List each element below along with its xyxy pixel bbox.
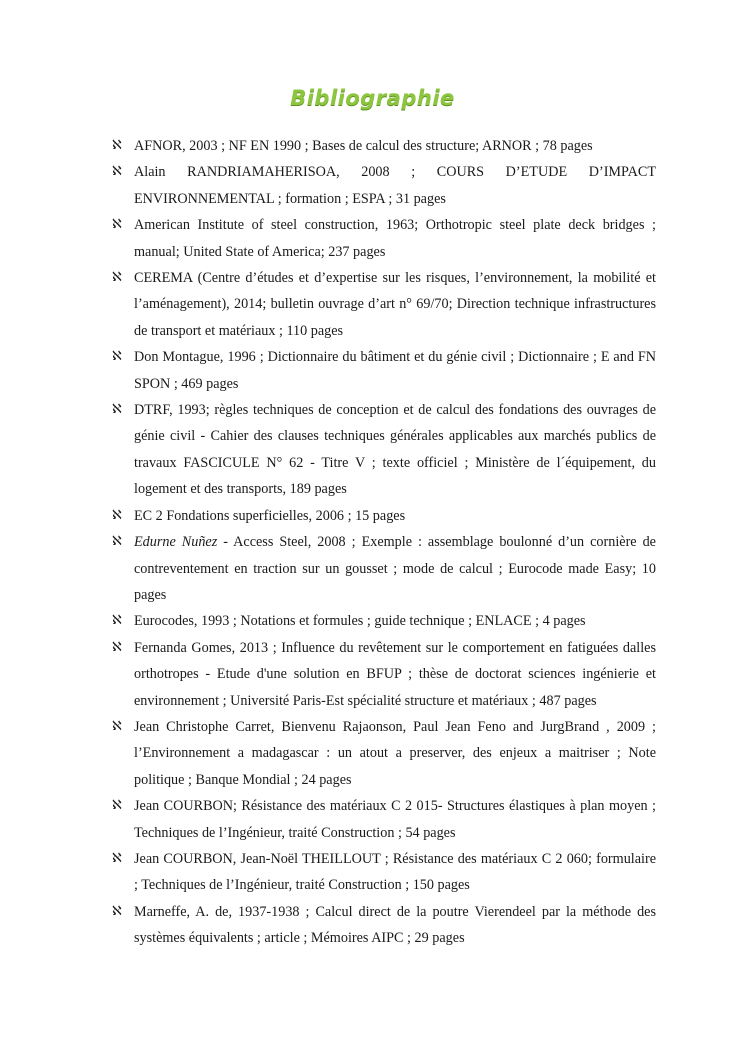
aleph-bullet-icon: ℵ: [112, 138, 122, 153]
entry-text: Eurocodes, 1993 ; Notations et formules ; guide technique ; ENLACE ; 4 pages: [134, 613, 586, 630]
bibliography-entry: [112, 793, 656, 846]
aleph-bullet-icon: ℵ: [112, 349, 122, 365]
aleph-bullet-icon: ℵ: [112, 534, 122, 550]
aleph-bullet-icon: ℵ: [112, 850, 122, 866]
entry-text: - Access Steel, 2008 ; Exemple : assemblage boulonné d’un cornière de contreventement en traction sur un gousset ; mode de calcul ; Eurocode made Easy; 10 pages: [134, 534, 656, 603]
entry-text: American Institute of steel construction, 1963; Orthotropic steel plate deck bridges ; manual; United State of America; 237 pages: [134, 217, 656, 260]
bibliography-entry: [112, 529, 656, 608]
aleph-bullet-icon: ℵ: [112, 164, 122, 180]
bibliography-entry: [112, 714, 656, 793]
bibliography-list: [112, 133, 656, 952]
bibliography-entry: [112, 212, 656, 265]
aleph-bullet-icon: ℵ: [112, 270, 122, 286]
entry-text: EC 2 Fondations superficielles, 2006 ; 15 pages: [134, 507, 406, 524]
bibliography-entry: [112, 635, 656, 714]
bibliography-entry: [112, 608, 656, 634]
entry-text: Jean Christophe Carret, Bienvenu Rajaonson, Paul Jean Feno and JurgBrand , 2009 ; l’Environnement a madagascar : un atout a preserver, des enjeux a maitriser ; Note politique ; Banque Mondial ; 24 pages: [134, 718, 656, 788]
aleph-bullet-icon: ℵ: [112, 217, 122, 233]
bibliography-entry: [112, 159, 656, 212]
bibliography-entry: [112, 503, 656, 529]
aleph-bullet-icon: ℵ: [112, 402, 122, 418]
bibliography-entry: [112, 133, 656, 159]
entry-text: Don Montague, 1996 ; Dictionnaire du bâtiment et du génie civil ; Dictionnaire ; E and FN SPON ; 469 pages: [134, 349, 656, 392]
bibliography-entry: [112, 397, 656, 503]
aleph-bullet-icon: ℵ: [112, 639, 122, 655]
entry-text: Jean COURBON, Jean-Noël THEILLOUT ; Résistance des matériaux C 2 060; formulaire ; Techniques de l’Ingénieur, traité Construction ; 150 pages: [134, 850, 656, 894]
aleph-bullet-icon: ℵ: [112, 613, 122, 629]
bibliography-entry: [112, 265, 656, 344]
entry-text: Fernanda Gomes, 2013 ; Influence du revêtement sur le comportement en fatiguées dalles orthotropes - Etude d'une solution en BFUP ; thèse de doctorat sciences ingénierie et environnement ; Université Paris-Est spécialité structure et matériaux ; 487 pages: [134, 639, 656, 709]
entry-text: DTRF, 1993; règles techniques de conception et de calcul des fondations des ouvrages de génie civil - Cahier des clauses techniques générales applicables aux marchés publics de travaux FASCICULE N° 62 - Titre V ; texte officiel ; Ministère de l´équipement, du logement et des transports, 189 pages: [134, 402, 656, 498]
aleph-bullet-icon: ℵ: [112, 903, 122, 919]
entry-text: CEREMA (Centre d’études et d’expertise sur les risques, l’environnement, la mobilité et l’aménagement), 2014; bulletin ouvrage d’art n° 69/70; Direction technique infrastructures de transport et matériaux ; 110 pages: [134, 270, 656, 339]
aleph-bullet-icon: ℵ: [112, 718, 122, 734]
entry-text: Marneffe, A. de, 1937-1938 ; Calcul direct de la poutre Vierendeel par la méthode des systèmes équivalents ; article ; Mémoires AIPC ; 29 pages: [134, 903, 656, 947]
entry-text: AFNOR, 2003 ; NF EN 1990 ; Bases de calcul des structure; ARNOR ; 78 pages: [134, 138, 593, 154]
aleph-bullet-icon: ℵ: [112, 798, 122, 814]
entry-author: Edurne Nuñez: [134, 534, 218, 551]
bibliography-entry: [112, 846, 656, 899]
entry-text: Jean COURBON; Résistance des matériaux C 2 015- Structures élastiques à plan moyen ; Techniques de l’Ingénieur, traité Construction ; 54 pages: [134, 798, 656, 841]
bibliography-entry: [112, 344, 656, 397]
aleph-bullet-icon: ℵ: [112, 507, 122, 523]
entry-text: Alain RANDRIAMAHERISOA, 2008 ; COURS D’ETUDE D’IMPACT ENVIRONNEMENTAL ; formation ; ESPA ; 31 pages: [134, 164, 656, 207]
bibliography-entry: [112, 899, 656, 952]
page-title: Bibliographie: [290, 86, 455, 110]
